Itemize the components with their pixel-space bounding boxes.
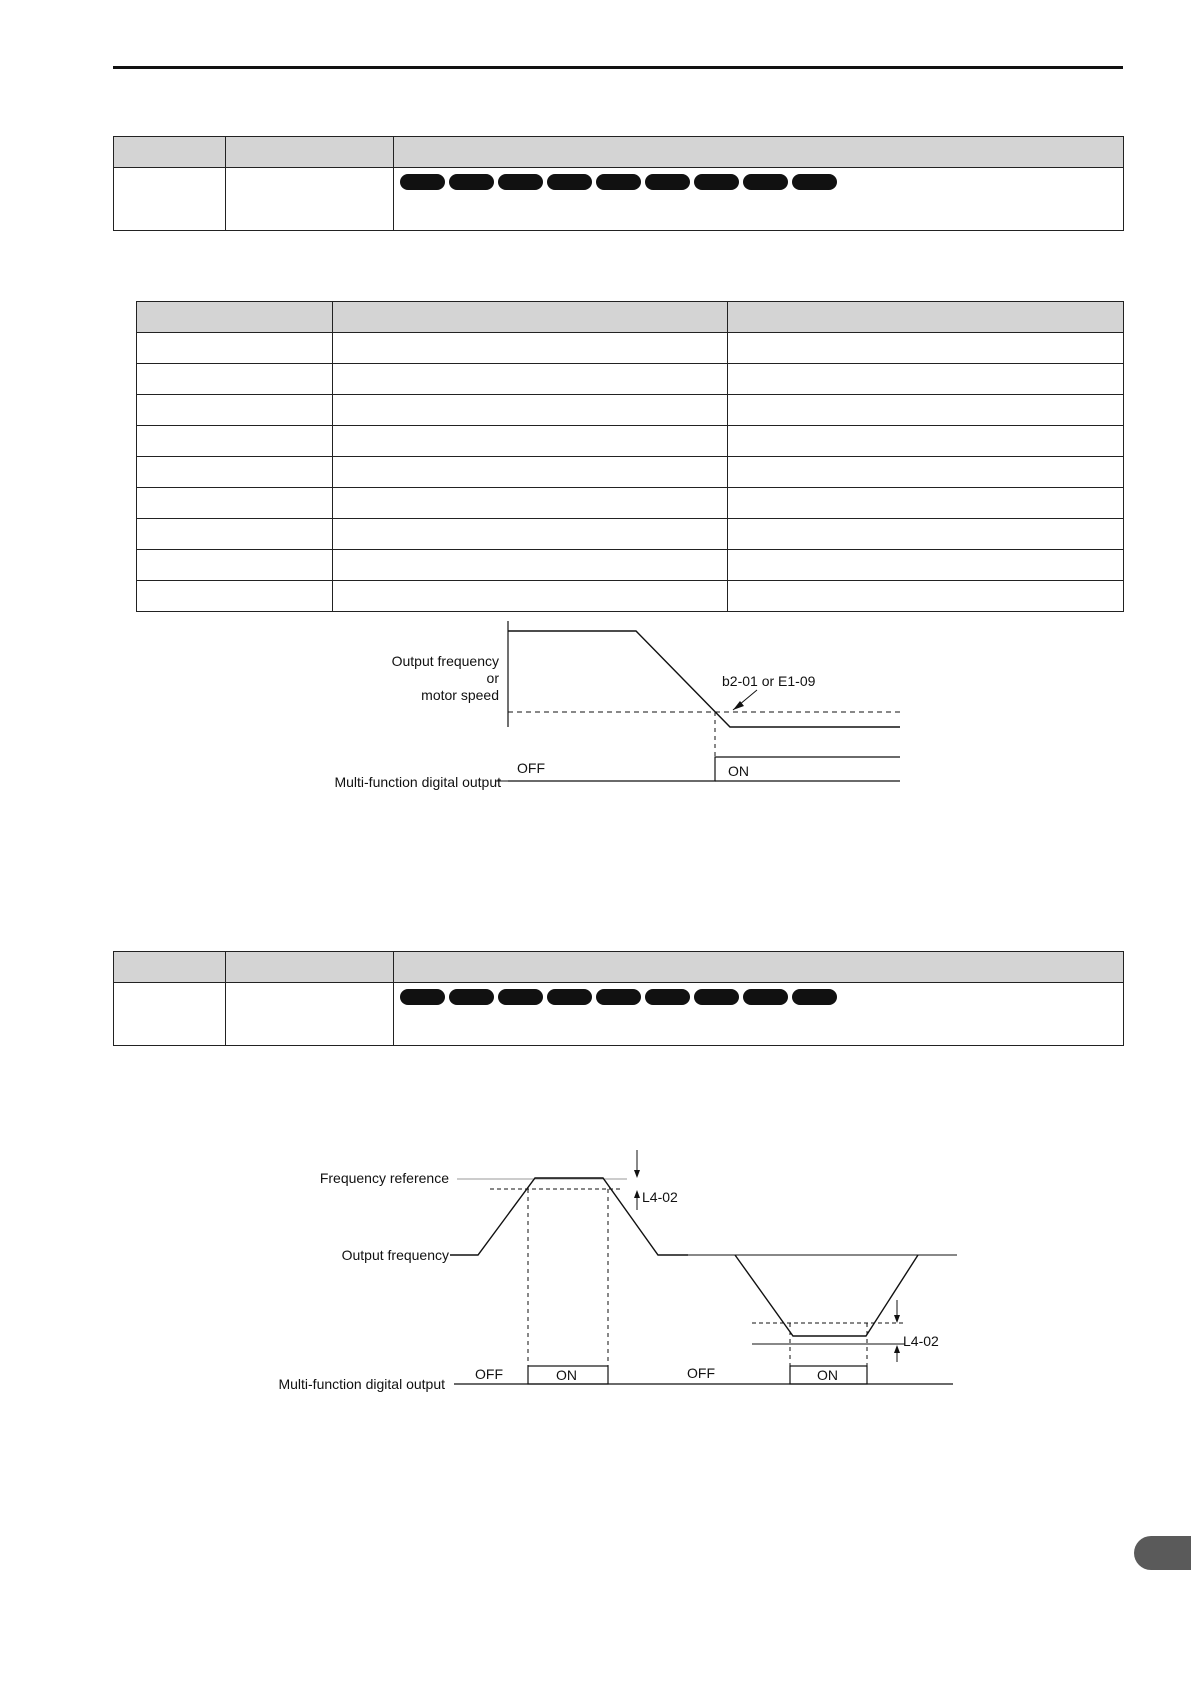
on-label: ON (728, 763, 749, 779)
control-mode-badge (792, 989, 837, 1005)
threshold-label: b2-01 or E1-09 (722, 673, 816, 689)
control-mode-badge (792, 174, 837, 190)
timing-diagram-zero-speed (0, 610, 1191, 800)
parameter-table-header (114, 952, 1124, 983)
output-signal-label: Multi-function digital output (278, 1376, 445, 1392)
table-row (137, 488, 1124, 519)
output-signal-label: Multi-function digital output (334, 774, 501, 790)
on-label-1: ON (556, 1367, 577, 1383)
frequency-reference-label: Frequency reference (319, 1170, 449, 1186)
digital-output-signal (508, 757, 900, 781)
control-mode-badge (694, 989, 739, 1005)
parameter-table-1 (113, 136, 1124, 231)
off-label-2: OFF (687, 1365, 715, 1381)
table-row (137, 581, 1124, 612)
chapter-tab (1134, 1536, 1191, 1570)
control-mode-badge (400, 174, 445, 190)
control-mode-badge (645, 989, 690, 1005)
l4-02-label-upper: L4-02 (642, 1189, 678, 1205)
top-rule (113, 66, 1123, 69)
arrow-head (634, 1190, 640, 1198)
off-label-1: OFF (475, 1366, 503, 1382)
output-frequency-curve (508, 631, 900, 727)
parameter-table-row (114, 168, 1124, 231)
control-mode-badge (449, 174, 494, 190)
control-mode-badge (547, 174, 592, 190)
control-mode-badge (449, 989, 494, 1005)
arrow-head (894, 1345, 900, 1353)
control-mode-badge (596, 174, 641, 190)
y-axis-label-2: or (486, 670, 499, 686)
control-mode-badge (547, 989, 592, 1005)
y-axis-label-3: motor speed (421, 687, 499, 703)
table-row (137, 519, 1124, 550)
parameter-table-2 (113, 951, 1124, 1046)
on-label-2: ON (817, 1367, 838, 1383)
parameter-table-header (114, 137, 1124, 168)
timing-diagram-speed-agree (0, 1140, 1191, 1400)
setting-table-header (137, 302, 1124, 333)
table-row (137, 457, 1124, 488)
control-mode-badge (596, 989, 641, 1005)
control-mode-badge (694, 174, 739, 190)
arrow-head (634, 1170, 640, 1178)
control-mode-badge (498, 989, 543, 1005)
y-axis-label-1: Output frequency (391, 653, 499, 669)
parameter-table-row (114, 983, 1124, 1046)
l4-02-label-lower: L4-02 (903, 1333, 939, 1349)
table-row (137, 550, 1124, 581)
control-mode-badge (498, 174, 543, 190)
control-mode-badge (645, 174, 690, 190)
table-row (137, 333, 1124, 364)
off-label: OFF (517, 760, 545, 776)
output-frequency-label: Output frequency (341, 1247, 449, 1263)
control-mode-badge (743, 989, 788, 1005)
control-mode-badge (743, 174, 788, 190)
control-mode-badges (394, 983, 1123, 1005)
control-mode-badge (400, 989, 445, 1005)
table-row (137, 364, 1124, 395)
setting-table (136, 301, 1124, 612)
table-row (137, 426, 1124, 457)
table-row (137, 395, 1124, 426)
arrow-head (894, 1315, 900, 1323)
control-mode-badges (394, 168, 1123, 190)
output-frequency-reverse (735, 1255, 918, 1336)
